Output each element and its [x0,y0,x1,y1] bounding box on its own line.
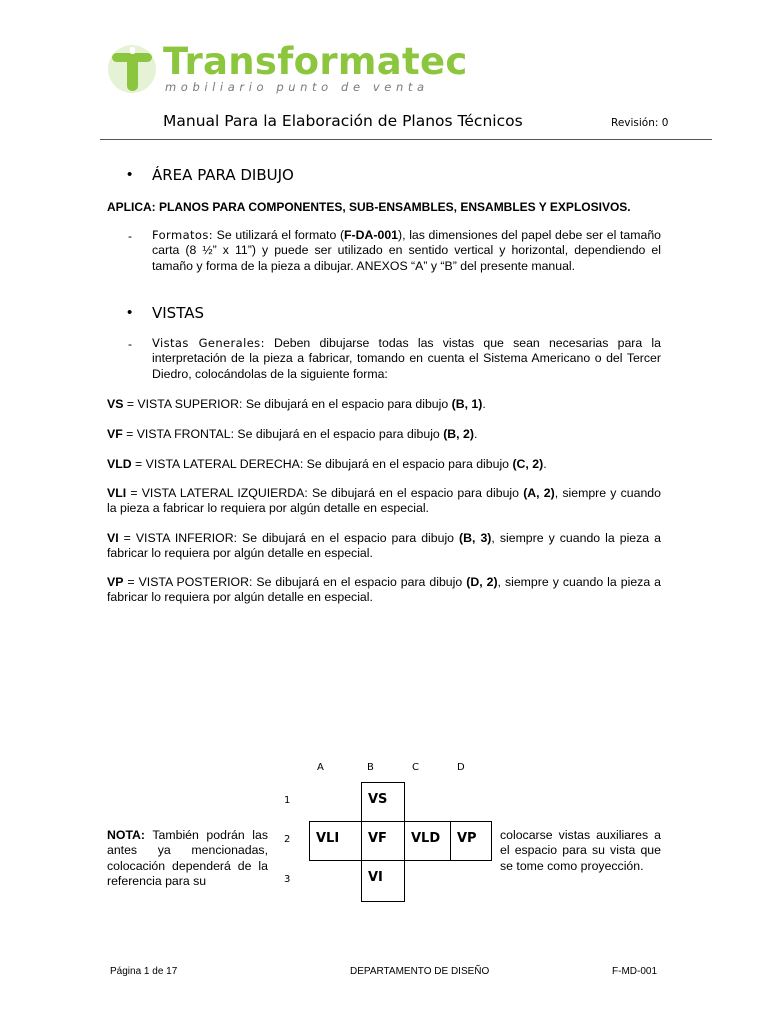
grid-row-label: 3 [284,874,291,885]
view-definition-vp [107,575,661,606]
grid-cell-vld [404,821,451,861]
nota-right-text: colocarse vistas auxiliares a el espacio para su vista que se tome como proyección. [500,828,661,873]
grid-cell-vs [361,782,405,822]
view-desc-tail: . [473,427,478,441]
grid-cell-label: VS [368,792,388,807]
view-coord: (B, 2) [443,427,474,441]
section-heading-vistas: VISTAS [152,304,204,322]
view-desc: = VISTA LATERAL IZQUIERDA: Se dibujará en el espacio para dibujo [126,486,524,500]
grid-cell-label: VLI [316,831,340,846]
view-coord: (C, 2) [512,457,544,471]
grid-column-label: D [457,762,465,773]
view-desc: = VISTA FRONTAL: Se dibujará en el espacio para dibujo [122,427,444,441]
view-coord: (D, 2) [466,575,498,589]
header-divider [100,139,712,140]
view-desc-tail: . [543,457,547,471]
dash-marker: - [128,337,132,351]
footer-department: DEPARTAMENTO DE DISEÑO [350,966,490,977]
view-abbr: VLI [107,486,127,500]
grid-column-label: A [317,762,324,773]
view-desc-tail: , siempre y cuando la pieza a fabricar lo requiera por algún detalle en especial. [107,531,662,561]
aplica-statement: APLICA: PLANOS PARA COMPONENTES, SUB-ENSAMBLES, ENSAMBLES Y EXPLOSIVOS. [107,200,631,214]
grid-cell-vf [361,821,405,861]
footer-page-number: Página 1 de 17 [110,966,178,977]
view-desc: = VISTA LATERAL DERECHA: Se dibujará en el espacio para dibujo [131,457,513,471]
grid-cell-vi [361,860,405,902]
grid-column-label: B [367,762,374,773]
view-definition-vs [107,397,661,412]
view-desc: = VISTA POSTERIOR: Se dibujará en el espacio para dibujo [123,575,467,589]
view-desc: = VISTA SUPERIOR: Se dibujará en el espacio para dibujo [123,397,452,411]
grid-cell-vp [450,821,492,861]
grid-cell-label: VP [457,831,477,846]
formatos-text-pre: Se utilizará el formato ( [213,228,345,242]
vistas-generales-label: Vistas Generales: [152,336,265,350]
view-definition-vli [107,486,661,517]
formatos-paragraph [152,228,661,274]
view-definition-vf [107,427,661,442]
view-abbr: VLD [107,457,132,471]
formatos-text-post: ), las dimensiones del papel debe ser el tamaño carta (8 ½” x 11”) y puede ser utilizado en sentido vertical y horizontal, dependiendo el tamaño y forma de la pieza a dibujar. ANEXOS “A” y “B” del presente manual. [152,228,662,273]
brand-name: Transformatec [163,40,468,83]
view-desc-tail: , siempre y cuando la pieza a fabricar lo requiera por algún detalle en especial. [107,575,661,605]
bullet-icon: • [127,304,133,321]
formatos-code: F-DA-001 [344,228,399,242]
footer-doc-code: F-MD-001 [612,966,658,977]
grid-column-label: C [412,762,419,773]
nota-left-body: También podrán las antes ya mencionadas, colocación dependerá de la referencia para su [107,828,268,888]
nota-label: NOTA: [107,828,146,842]
grid-cell-label: VI [368,870,383,885]
view-coord: (A, 2) [523,486,555,500]
transformatec-logo-icon [106,44,158,94]
view-coord: (B, 3) [459,531,492,545]
formatos-label: Formatos: [152,228,214,242]
document-title: Manual Para la Elaboración de Planos Técnicos [163,112,523,130]
brand-tagline: mobiliario punto de venta [165,80,429,94]
view-definition-vi [107,531,661,562]
view-desc: = VISTA INFERIOR: Se dibujará en el espacio para dibujo [118,531,460,545]
grid-row-label: 2 [284,834,291,845]
grid-cell-label: VLD [411,831,441,846]
nota-left-text [107,828,268,889]
view-coord: (B, 1) [451,397,483,411]
view-desc-tail: , siempre y cuando la pieza a fabricar lo requiera por algún detalle en especial. [107,486,661,516]
view-abbr: VF [107,427,123,441]
grid-row-label: 1 [284,795,291,806]
view-abbr: VS [107,397,124,411]
section-heading-area: ÁREA PARA DIBUJO [152,166,294,184]
grid-cell-label: VF [368,831,387,846]
dash-marker: - [128,229,132,243]
vistas-generales-paragraph [152,336,661,382]
revision-label: Revisión: 0 [611,117,669,129]
view-desc-tail: . [482,397,486,411]
view-definition-vld [107,457,661,472]
view-abbr: VI [107,531,119,545]
bullet-icon: • [127,166,133,183]
view-abbr: VP [107,575,124,589]
grid-cell-vli [309,821,362,861]
vistas-generales-text: Deben dibujarse todas las vistas que sean necesarias para la interpretación de la pieza a fabricar, tomando en cuenta el Sistema Americano o del Tercer Diedro, colocándolas de la siguiente forma: [152,336,661,381]
